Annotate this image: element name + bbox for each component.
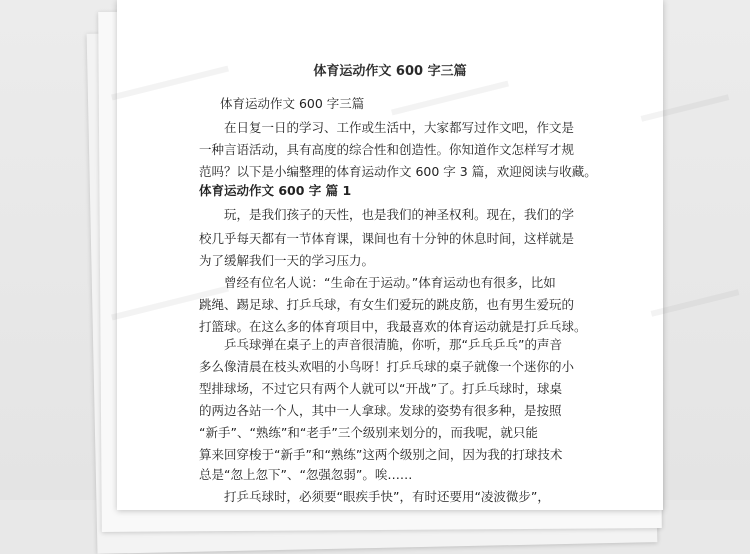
- text-line: 跳绳、踢足球、打乒乓球，有女生们爱玩的跳皮筋，也有男生爱玩的: [199, 297, 575, 312]
- text-line: 打乒乓球时，必须要“眼疾手快”，有时还要用“凌波微步”，: [199, 489, 550, 504]
- text-line: 范吗？以下是小编整理的体育运动作文 600 字 3 篇，欢迎阅读与收藏。: [199, 164, 597, 179]
- text-line: 算来回穿梭于“新手”和“熟练”这两个级别之间，因为我的打球技术: [199, 447, 563, 462]
- text-line: 一种言语活动，具有高度的综合性和创造性。你知道作文怎样写才规: [199, 142, 575, 157]
- text-line: 乒乓球弹在桌子上的声音很清脆，你听，那“乒乓乒乓”的声音: [199, 337, 562, 352]
- text-line: 总是“忽上忽下”、“忽强忽弱”。唉……: [199, 467, 413, 482]
- text-line: “新手”、“熟练”和“老手”三个级别来划分的，而我呢，就只能: [199, 425, 538, 440]
- text-line: 为了缓解我们一天的学习压力。: [199, 253, 375, 268]
- text-line: 的两边各站一个人，其中一人拿球。发球的姿势有很多种，是按照: [199, 403, 562, 418]
- text-line: 多么像清晨在枝头欢唱的小鸟呀！打乒乓球的桌子就像一个迷你的小: [199, 359, 575, 374]
- text-line: 打篮球。在这么多的体育项目中，我最喜欢的体育运动就是打乒乓球。: [199, 319, 587, 334]
- section-heading: 体育运动作文 600 字 篇 1: [199, 183, 352, 198]
- text-line: 型排球场，不过它只有两个人就可以“开战”了。打乒乓球时，球桌: [199, 381, 562, 396]
- text-line: 在日复一日的学习、工作或生活中，大家都写过作文吧，作文是: [199, 120, 575, 135]
- text-line: 玩，是我们孩子的天性，也是我们的神圣权利。现在，我们的学: [199, 207, 575, 222]
- document-title: 体育运动作文 600 字三篇: [313, 64, 467, 79]
- text-line: 校几乎每天都有一节体育课，课间也有十分钟的休息时间，这样就是: [199, 231, 575, 246]
- document-subtitle: 体育运动作文 600 字三篇: [220, 96, 365, 111]
- text-line: 曾经有位名人说：“生命在于运动。”体育运动也有很多，比如: [199, 275, 556, 290]
